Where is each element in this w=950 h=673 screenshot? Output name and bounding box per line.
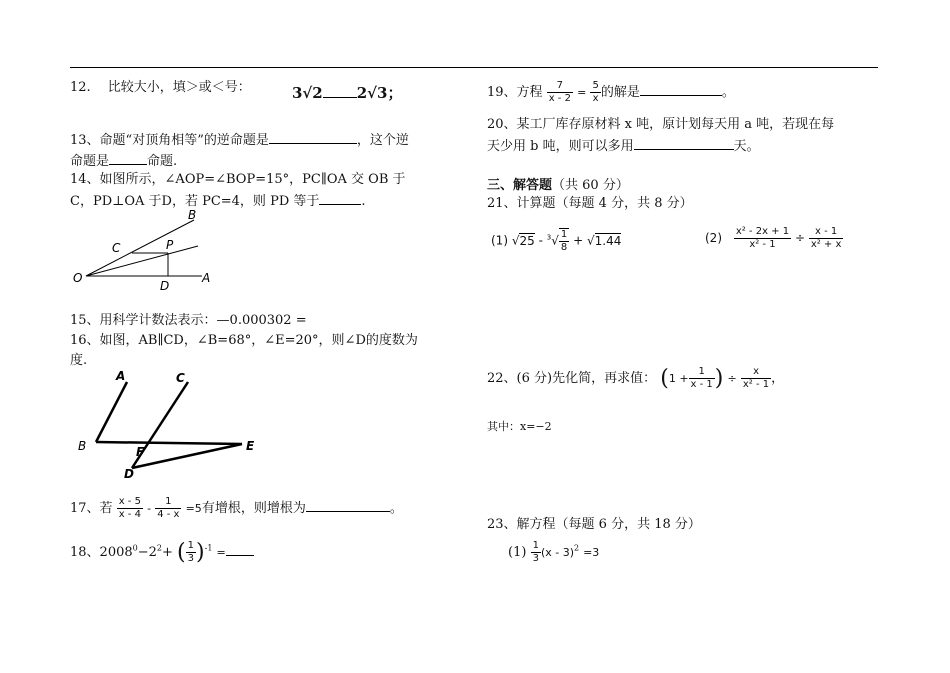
question-20-line2: 天少用 b 吨，则可以多用 天。 [487,139,760,154]
question-22: 22、(6 分)先化简，再求值： (1 + $\frac{1}{x - 1}$ ) ÷ $\frac{x}{\text{x² - 1}}$ ， [487,365,785,391]
fig16-label-f: F [136,445,145,459]
q22-fraction-1: $\frac{1}{x - 1}$ [690,366,713,390]
question-23-part-1: (1) $\frac{1}{3}$ (x - 3)$^2$ =3 [508,540,600,564]
fig16-label-c: C [176,371,185,385]
question-13-line1: 13、命题“对顶角相等”的逆命题是 ，这个逆 [70,133,409,148]
question-23-title: 23、解方程（每题 6 分，共 18 分） [487,517,701,532]
q23-fraction: $\frac{1}{3}$ [532,540,539,564]
q21-fraction-1: $\frac{\text{x² - 2x + 1}}{\text{x² - 1}}$ [735,226,790,250]
q19-fraction-2: $\frac{5}{x}$ [592,80,599,104]
q12-answer-blank[interactable] [323,85,357,98]
question-14-line1: 14、如图所示，∠AOP=∠BOP=15°，PC∥OA 交 OB 于 [70,172,406,187]
sqrt-icon: √ [511,233,520,248]
fig14-label-p: P [166,238,174,252]
q14-blank[interactable] [319,192,361,205]
question-21-part-1: (1) √25 - $^3$√ $\frac{1}{8}$ + √1.44 [491,229,622,253]
section-3-heading: 三、解答题（共 60 分） [487,178,629,193]
fig14-label-o: O [73,271,83,285]
q17-fraction-1: $\frac{x - 5}{x - 4}$ [118,496,141,520]
question-12: 12. 比较大小，填＞或＜号： [70,80,251,95]
question-20-line1: 20、某工厂库存原材料 x 吨，原计划每天用 a 吨，若现在每 [487,117,835,132]
q22-right-paren: ) [714,365,724,391]
fig14-label-a: A [202,271,211,285]
q20-blank[interactable] [634,137,734,150]
question-19: 19、方程 $\frac{7}{x - 2}$ = $\frac{5}{x}$ 的解是 。 [487,80,735,104]
q18-fraction: $\frac{1}{3}$ [187,540,195,564]
q12-expression: 3√2 2√3； [292,84,403,102]
question-17: 17、若 $\frac{x - 5}{x - 4}$ - $\frac{1}{4 - x}$ =5有增根，则增根为 。 [70,496,403,520]
question-21-part-2: (2) $\frac{\text{x² - 2x + 1}}{\text{x² - 1}}$ ÷ $\frac{x - 1}{\text{x² + x}}$ [705,226,842,250]
q17-blank[interactable] [306,499,390,512]
figure-16 [72,370,262,482]
fig16-label-a: A [116,370,126,383]
q22-left-paren: ( [660,365,669,391]
q19-fraction-1: $\frac{7}{x - 2}$ [548,80,571,104]
fig14-label-b: B [188,208,197,222]
q19-blank[interactable] [640,83,722,96]
figure-14 [70,206,230,296]
q18-right-paren: ) [196,539,205,565]
question-13-line2: 命题是 命题. [70,154,178,169]
question-15: 15、用科学计数法表示：—0.000302 = [70,313,307,328]
q18-blank[interactable] [226,543,254,556]
q13-blank-1[interactable] [269,131,357,144]
question-16-line2: 度. [70,353,88,368]
fig14-label-d: D [160,279,170,293]
question-16-line1: 16、如图，AB∥CD，∠B=68°，∠E=20°，则∠D的度数为 [70,333,418,348]
fig16-label-d: D [124,467,134,481]
fig16-label-b: B [78,439,87,453]
fig14-label-c: C [112,241,121,255]
fig16-label-e: E [246,439,255,453]
q22-fraction-2: $\frac{x}{\text{x² - 1}}$ [742,366,770,390]
q13-blank-2[interactable] [109,152,147,165]
q21-fraction-2: $\frac{x - 1}{\text{x² + x}}$ [810,226,842,250]
q17-fraction-2: $\frac{1}{4 - x}$ [157,496,180,520]
sqrt-icon: √ [586,233,595,248]
question-14-line2: C，PD⊥OA 于D，若 PC=4，则 PD 等于 . [70,194,366,209]
q21-cube-root-fraction: $\frac{1}{8}$ [560,229,568,253]
q18-left-paren: ( [177,539,186,565]
question-18: 18、$2008^0-2^2+$ ( $\frac{1}{3}$ )$^{-1}$ = [70,540,254,565]
cube-root-icon: √ [551,233,559,248]
question-21-title: 21、计算题（每题 4 分，共 8 分） [487,196,693,211]
top-rule [70,67,878,68]
question-22-condition: 其中：x=−2 [487,420,552,433]
